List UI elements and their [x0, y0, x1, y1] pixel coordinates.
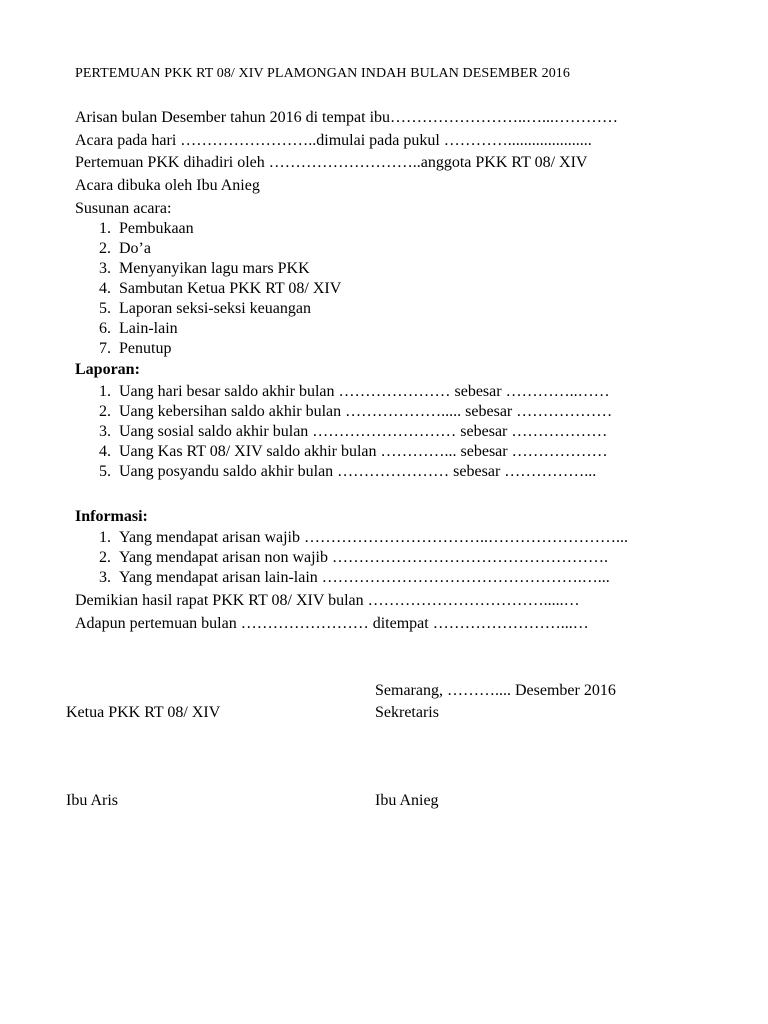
- item-text: Yang mendapat arisan wajib ……………………………..……………………...: [119, 529, 628, 546]
- item-number: 2.: [99, 549, 111, 566]
- laporan-heading: Laporan:: [75, 361, 140, 378]
- item-text: Lain-lain: [119, 320, 178, 337]
- list-item: [99, 239, 341, 259]
- item-number: 5.: [99, 463, 111, 480]
- intro-line-dihadiri: Pertemuan PKK dihadiri oleh ………………………..anggota PKK RT 08/ XIV: [75, 154, 588, 171]
- closing-line-adapun: Adapun pertemuan bulan …………………… ditempat ……………………...…: [75, 615, 589, 632]
- item-number: 7.: [99, 340, 111, 357]
- document-title: PERTEMUAN PKK RT 08/ XIV PLAMONGAN INDAH BULAN DESEMBER 2016: [75, 66, 570, 81]
- intro-line-dibuka: Acara dibuka oleh Ibu Anieg: [75, 177, 260, 194]
- item-number: 1.: [99, 529, 111, 546]
- left-signatory-name: Ibu Aris: [66, 792, 118, 809]
- closing-line-demikian: Demikian hasil rapat PKK RT 08/ XIV bulan …………………………….....…: [75, 592, 580, 609]
- item-number: 3.: [99, 569, 111, 586]
- item-text: Laporan seksi-seksi keuangan: [119, 300, 311, 317]
- item-text: Uang sosial saldo akhir bulan ……………………… sebesar ………………: [119, 423, 608, 440]
- list-item: [99, 299, 341, 319]
- item-text: Uang kebersihan saldo akhir bulan ………………..... sebesar ………………: [119, 403, 613, 420]
- item-text: Penutup: [119, 340, 172, 357]
- list-item: [99, 382, 612, 402]
- intro-line-susunan: Susunan acara:: [75, 200, 172, 217]
- item-number: 3.: [99, 260, 111, 277]
- item-text: Yang mendapat arisan lain-lain ………………………………………….…...: [119, 569, 610, 586]
- list-item: [99, 219, 341, 239]
- list-item: [99, 319, 341, 339]
- item-number: 5.: [99, 300, 111, 317]
- list-item: [99, 279, 341, 299]
- item-text: Uang Kas RT 08/ XIV saldo akhir bulan …………... sebesar ………………: [119, 443, 608, 460]
- list-item: [99, 402, 612, 422]
- item-number: 4.: [99, 280, 111, 297]
- list-item: [99, 548, 628, 568]
- item-number: 4.: [99, 443, 111, 460]
- list-item: [99, 568, 628, 588]
- place-date: Semarang, ……….... Desember 2016: [375, 682, 616, 699]
- list-item: [99, 422, 612, 442]
- agenda-list: [99, 219, 341, 359]
- list-item: [99, 442, 612, 462]
- item-number: 2.: [99, 240, 111, 257]
- item-text: Uang posyandu saldo akhir bulan ………………… sebesar ……………...: [119, 463, 597, 480]
- item-number: 6.: [99, 320, 111, 337]
- laporan-list: [99, 382, 612, 482]
- item-number: 1.: [99, 383, 111, 400]
- informasi-list: [99, 528, 628, 588]
- item-text: Pembukaan: [119, 220, 194, 237]
- list-item: [99, 339, 341, 359]
- item-text: Menyanyikan lagu mars PKK: [119, 260, 310, 277]
- item-text: Yang mendapat arisan non wajib …………………………………………….: [119, 549, 608, 566]
- list-item: [99, 259, 341, 279]
- item-number: 3.: [99, 423, 111, 440]
- item-number: 1.: [99, 220, 111, 237]
- intro-line-arisan: Arisan bulan Desember tahun 2016 di tempat ibu……………………..…...…………: [75, 109, 619, 126]
- right-signatory-name: Ibu Anieg: [375, 792, 439, 809]
- list-item: [99, 528, 628, 548]
- item-text: Uang hari besar saldo akhir bulan ………………… sebesar …………..……: [119, 383, 610, 400]
- intro-line-acara-hari: Acara pada hari ……………………..dimulai pada pukul ………….....................: [75, 132, 592, 149]
- item-number: 2.: [99, 403, 111, 420]
- list-item: [99, 462, 612, 482]
- right-signatory-role: Sekretaris: [375, 704, 439, 721]
- informasi-heading: Informasi:: [75, 508, 148, 525]
- item-text: Do’a: [119, 240, 151, 257]
- left-signatory-role: Ketua PKK RT 08/ XIV: [66, 704, 221, 721]
- item-text: Sambutan Ketua PKK RT 08/ XIV: [119, 280, 342, 297]
